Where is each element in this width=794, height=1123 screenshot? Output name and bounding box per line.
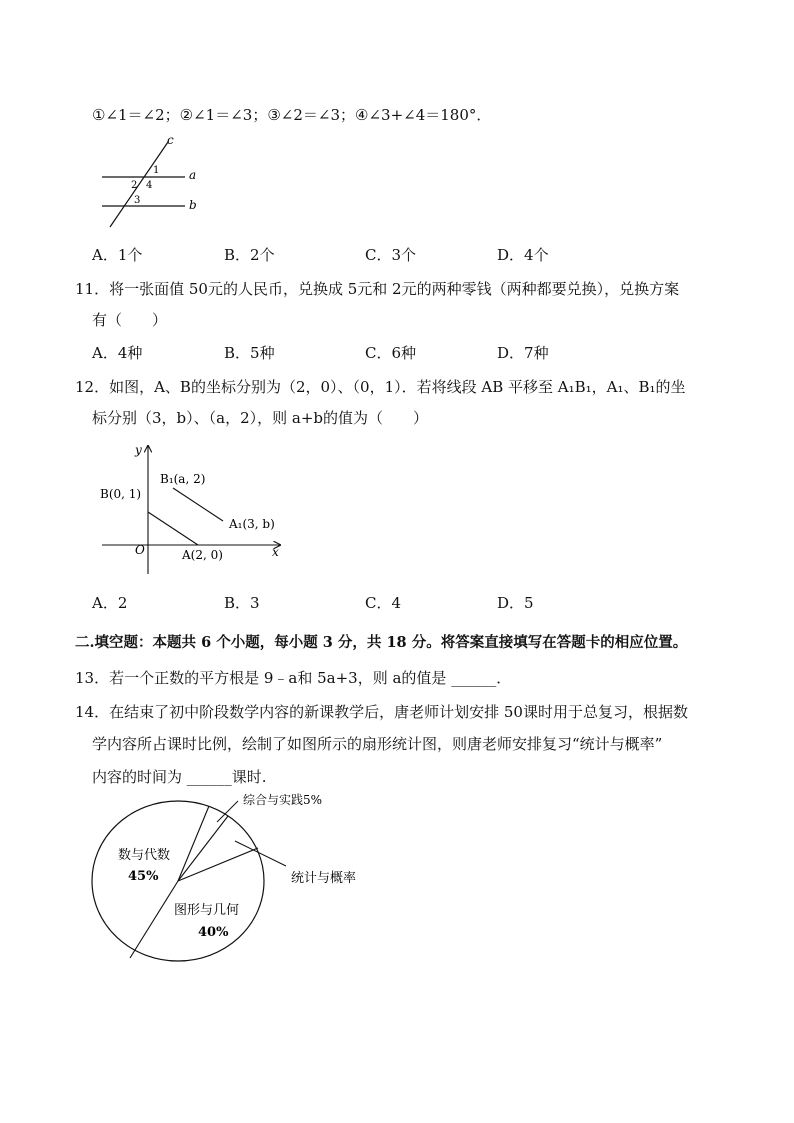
section-heading: 二.填空题：本题共 6 个小题，每小题 3 分，共 18 分。将答案直接填写在答题卡的相应位置。	[75, 634, 688, 651]
angle-4-label: 4	[146, 180, 153, 191]
slice-label-zonghe: 综合与实践5%	[243, 793, 323, 807]
origin-label: O	[135, 543, 145, 557]
coordinate-figure	[90, 438, 300, 578]
label-b: b	[189, 198, 197, 212]
q10-option-b: B．2个	[224, 246, 275, 264]
q11-option-a: A．4种	[92, 344, 143, 362]
leader-tongji	[235, 841, 286, 866]
q10-option-c: C．3个	[365, 246, 417, 264]
q14-line1: 14．在结束了初中阶段数学内容的新课教学后，唐老师计划安排 50课时用于总复习，根据数	[75, 703, 688, 721]
q13-text: 13．若一个正数的平方根是 9﹣a和 5a+3，则 a的值是 ______．	[75, 669, 512, 687]
angle-3-label: 3	[134, 195, 141, 206]
x-axis-label: x	[272, 545, 279, 559]
label-a: a	[189, 168, 197, 182]
q11-line2: 有（ ）	[92, 311, 168, 329]
q10-option-a: A．1个	[92, 246, 143, 264]
slice-pct-tuxing: 40%	[198, 925, 229, 940]
q14-line2: 学内容所占课时比例，绘制了如图所示的扇形统计图，则唐老师安排复习“统计与概率”	[92, 735, 663, 753]
line-c	[110, 142, 168, 227]
point-b1-label: B₁(a, 2)	[160, 472, 206, 486]
q11-option-c: C．6种	[365, 344, 417, 362]
q12-option-b: B．3	[224, 594, 260, 612]
slice-pct-shuyudaishu: 45%	[128, 869, 159, 884]
slice-divider-4	[130, 881, 178, 958]
label-c: c	[167, 133, 174, 147]
segment-a1b1	[173, 488, 223, 521]
q12-option-d: D．5	[497, 594, 534, 612]
angle-1-label: 1	[153, 165, 160, 176]
q12-line2: 标分别（3，b）、（a，2），则 a+b的值为（ ）	[92, 409, 429, 427]
point-a1-label: A₁(3, b)	[229, 517, 275, 531]
slice-label-tuxing: 图形与几何	[174, 903, 240, 918]
point-a-label: A(2, 0)	[182, 548, 223, 562]
q11-option-d: D．7种	[497, 344, 549, 362]
slice-label-tongji: 统计与概率	[291, 871, 357, 886]
q12-option-a: A．2	[92, 594, 128, 612]
y-axis-label: y	[135, 443, 142, 457]
slice-label-shuyudaishu: 数与代数	[118, 848, 171, 863]
pie-chart	[88, 786, 388, 966]
q10-statements: ①∠1＝∠2；②∠1＝∠3；③∠2＝∠3；④∠3+∠4＝180°．	[92, 106, 492, 124]
q12-option-c: C．4	[365, 594, 402, 612]
q14-line3: 内容的时间为 ______课时.	[92, 768, 267, 786]
q11-line1: 11．将一张面值 50元的人民币，兑换成 5元和 2元的两种零钱（两种都要兑换），兑换方案	[75, 280, 680, 298]
q12-line1: 12．如图，A、B的坐标分别为（2，0）、（0，1）．若将线段 AB 平移至 A₁B₁，A₁、B₁的坐	[75, 378, 686, 396]
point-b-label: B(0, 1)	[100, 487, 142, 501]
segment-ab	[148, 512, 198, 545]
parallel-lines-figure	[90, 132, 220, 232]
q10-option-d: D．4个	[497, 246, 549, 264]
q11-option-b: B．5种	[224, 344, 275, 362]
angle-2-label: 2	[131, 180, 138, 191]
